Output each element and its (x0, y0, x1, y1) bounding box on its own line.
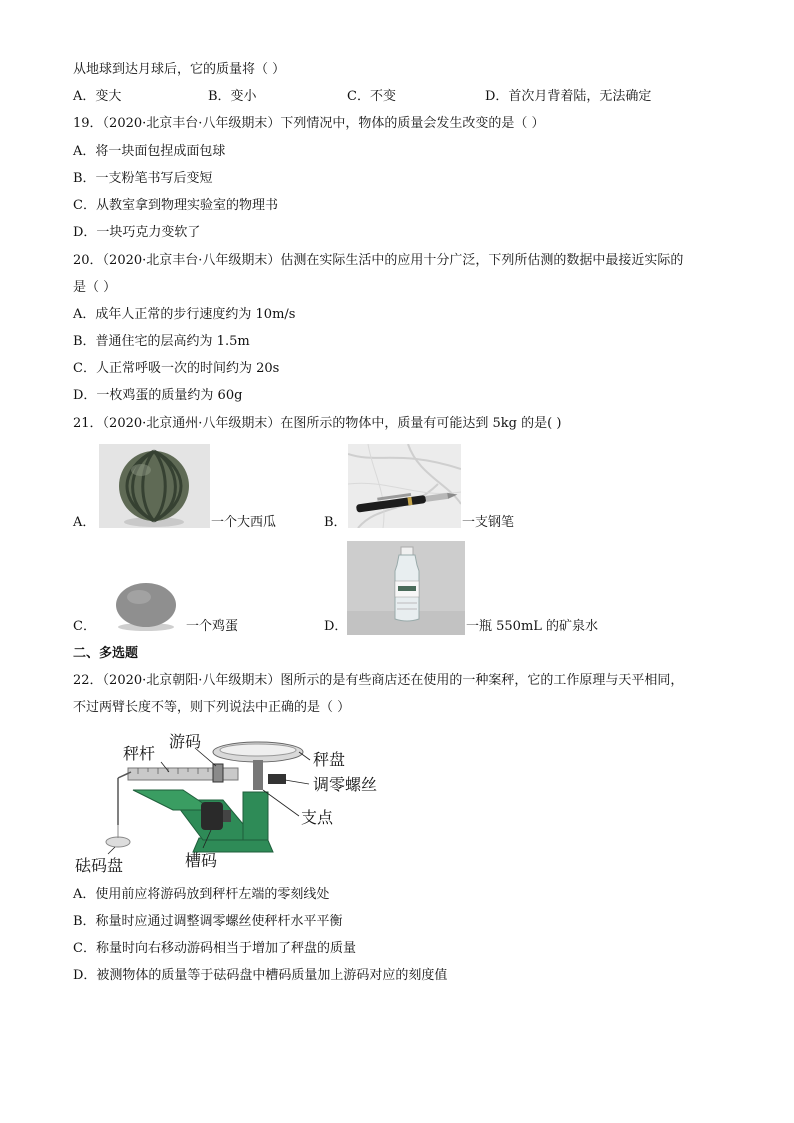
q21-option-c-caption: 一个鸡蛋 (186, 619, 239, 634)
q21-option-a-letter: A． (73, 515, 96, 530)
label-slot-weight: 槽码 (185, 851, 218, 870)
table-scale-figure (73, 730, 413, 878)
q19-option-c: C．从教室拿到物理实验室的物理书 (73, 198, 278, 213)
q19-option-d: D．一块巧克力变软了 (73, 225, 201, 240)
label-balance-arm: 秤杆 (123, 744, 156, 763)
q19-stem: 19．（2020·北京丰台·八年级期末）下列情况中，物体的质量会发生改变的是（ ） (73, 116, 545, 131)
q20-stem-line2: 是（ ） (73, 280, 117, 295)
label-zero-screw: 调零螺丝 (313, 775, 378, 794)
watermelon-image (99, 444, 210, 528)
q18-option-b: B．变小 (208, 89, 257, 104)
q21-option-d-caption: 一瓶 550mL 的矿泉水 (466, 619, 599, 634)
q18-option-d: D．首次月背着陆，无法确定 (485, 89, 652, 104)
q21-stem: 21．（2020·北京通州·八年级期末）在图所示的物体中，质量有可能达到 5kg 的是( ) (73, 416, 562, 431)
q21-option-c-letter: C． (73, 619, 96, 634)
egg-image (109, 578, 184, 632)
q19-option-b: B．一支粉笔书写后变短 (73, 171, 213, 186)
q22-option-a: A．使用前应将游码放到秤杆左端的零刻线处 (73, 887, 330, 902)
label-fulcrum: 支点 (301, 808, 334, 827)
q18-tail: 从地球到达月球后，它的质量将（ ） (73, 62, 286, 77)
q21-option-d-letter: D． (324, 619, 348, 634)
section-title-multiple-choice: 二、多选题 (73, 646, 139, 661)
water-bottle-image (347, 541, 465, 635)
q22-stem-line1: 22．（2020·北京朝阳·八年级期末）图所示的是有些商店还在使用的一种案秤，它的工作原理与天平相同， (73, 673, 684, 688)
label-rider: 游码 (169, 732, 202, 751)
q20-option-d: D．一枚鸡蛋的质量约为 60g (73, 388, 243, 403)
q22-option-c: C．称量时向右移动游码相当于增加了秤盘的质量 (73, 941, 356, 956)
q21-option-b-caption: 一支钢笔 (462, 515, 515, 530)
q22-option-d: D．被测物体的质量等于砝码盘中槽码质量加上游码对应的刻度值 (73, 968, 448, 983)
label-weight-tray: 砝码盘 (75, 856, 124, 875)
q22-option-b: B．称量时应通过调整调零螺丝使秤杆水平平衡 (73, 914, 343, 929)
q18-option-a: A．变大 (73, 89, 122, 104)
q20-option-a: A．成年人正常的步行速度约为 10m/s (73, 307, 296, 322)
q20-option-c: C．人正常呼吸一次的时间约为 20s (73, 361, 280, 376)
q18-option-c: C．不变 (347, 89, 396, 104)
q21-option-a-caption: 一个大西瓜 (211, 515, 277, 530)
q20-option-b: B．普通住宅的层高约为 1.5m (73, 334, 250, 349)
q21-option-b-letter: B． (324, 515, 347, 530)
pen-image (348, 444, 461, 528)
q22-stem-line2: 不过两臂长度不等，则下列说法中正确的是（ ） (73, 700, 351, 715)
q20-stem-line1: 20．（2020·北京丰台·八年级期末）估测在实际生活中的应用十分广泛，下列所估测的数据中最接近实际的 (73, 253, 684, 268)
q19-option-a: A．将一块面包捏成面包球 (73, 144, 226, 159)
label-pan: 秤盘 (313, 750, 346, 769)
